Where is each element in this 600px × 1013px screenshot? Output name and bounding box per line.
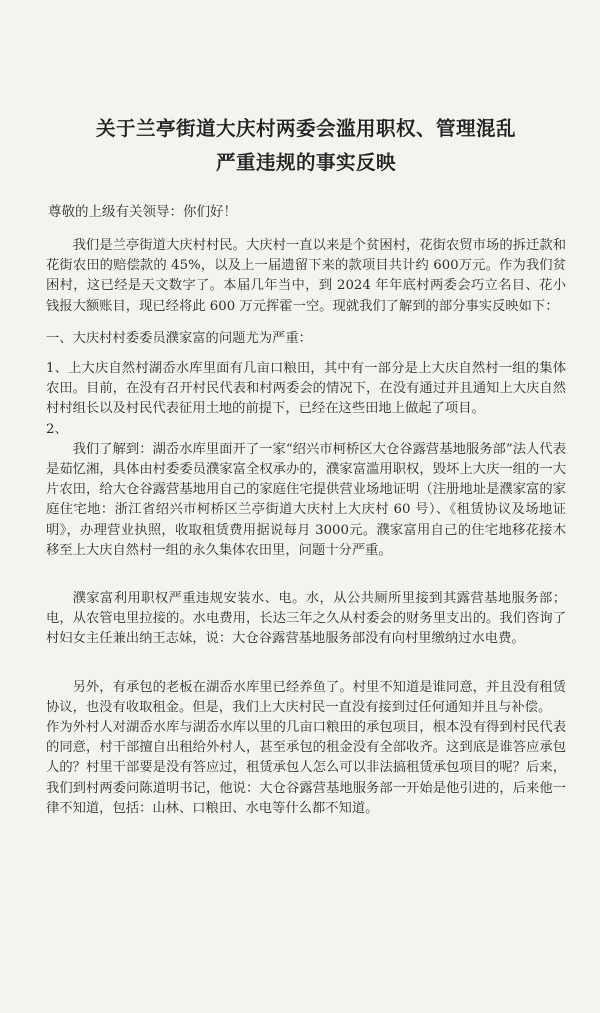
item-2-label: 2、 xyxy=(46,421,68,437)
outsider-contract-paragraph: 作为外村人对湖岙水库与湖岙水库以里的几亩口粮田的承包项目，根本没有得到村民代表的同意，村干部擅自出租给外村人，甚至承包的租金没有全部收齐。这到底是谁答应承包人的？村里干部要是没有答应过，租赁承包人怎么可以非法搞租赁承包项目的呢？后来，我们到村两委问陈道明书记，他说：大仓谷露营基地服务部一开始是他引进的，后来他一律不知道，包括：山林、口粮田、水电等什么都不知道。 xyxy=(46,720,566,816)
spacer xyxy=(46,561,566,589)
spacer xyxy=(46,650,566,678)
section-1-title: 一、大庆村村委委员濮家富的问题尤为严重： xyxy=(46,330,312,346)
fish-farming-paragraph: 另外，有承包的老板在湖岙水库里已经养鱼了。村里不知道是谁同意，并且没有租赁协议，也没有收取租金。但是，我们上大庆村民一直没有接到过任何通知并且与补偿。 xyxy=(46,679,566,715)
title-line-1: 关于兰亭街道大庆村两委会滥用职权、管理混乱 xyxy=(95,117,516,140)
document-title xyxy=(46,112,566,180)
title-line-2: 严重违规的事实反映 xyxy=(215,151,396,174)
greeting: 尊敬的上级有关领导：你们好！ xyxy=(48,204,237,220)
intro-paragraph: 我们是兰亭街道大庆村村民。大庆村一直以来是个贫困村，花街农贸市场的拆迁款和花街农田的赔偿款的 45%，以及上一届遗留下来的款项目共计约 600万元。作为我们贫困村，这已经是天文数字了。本届几年当中，到 2024 年年底村两委会巧立名目、花小钱报大额账目，现已经将此 600 万元挥霍一空。现就我们了解到的部分事实反映如下： xyxy=(46,238,566,314)
utilities-paragraph: 濮家富利用职权严重违规安装水、电。水，从公共厕所里接到其露营基地服务部；电，从农管电里拉接的。水电费用，长达三年之久从村委会的财务里支出的。我们咨询了村妇女主任兼出纳王志妹，说：大仓谷露营基地服务部没有向村里缴纳过水电费。 xyxy=(46,591,566,647)
item-2-paragraph: 我们了解到：湖岙水库里面开了一家“绍兴市柯桥区大仓谷露营基地服务部”法人代表是茹忆湘，具体由村委委员濮家富全权承办的，濮家富滥用职权，毁坏上大庆一组的一大片农田，给大仓谷露营基地用自己的家庭住宅提供营业场地证明（注册地址是濮家富的家庭住宅地：浙江省绍兴市柯桥区兰亭街道大庆村上大庆村 60 号）、《租赁协议及场地证明》，办理营业执照，收取租赁费用据说每月 3000元。濮家富用自己的住宅地移花接木移至上大庆自然村一组的永久集体农田里，问题十分严重。 xyxy=(46,441,566,558)
item-1-paragraph: 1、上大庆自然村湖岙水库里面有几亩口粮田，其中有一部分是上大庆自然村一组的集体农田。目前，在没有召开村民代表和村两委会的情况下，在没有通过并且通知上大庆自然村村组长以及村民代表征用土地的前提下，已经在这些田地上做起了项目。 xyxy=(46,361,566,417)
